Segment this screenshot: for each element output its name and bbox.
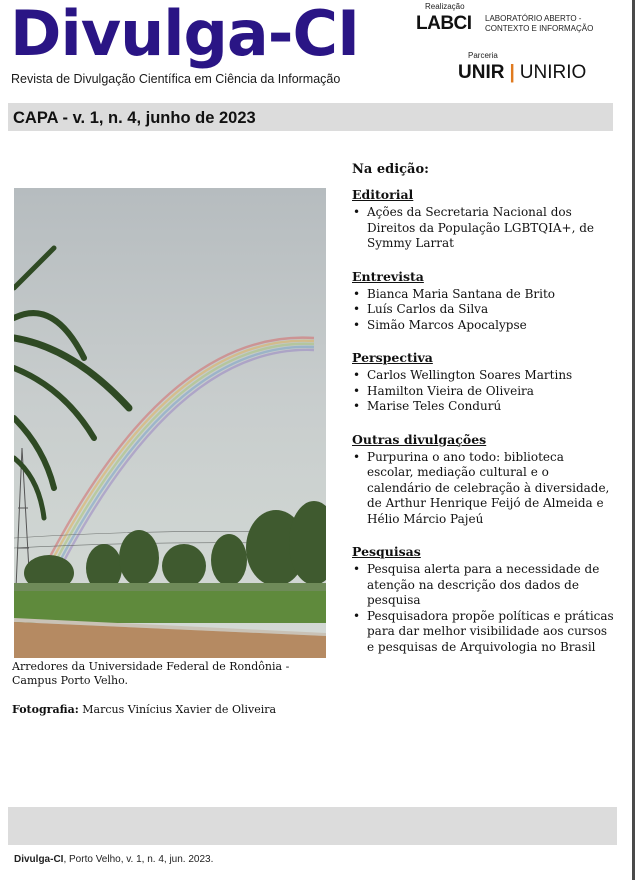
list-item: • Carlos Wellington Soares Martins <box>352 368 614 384</box>
journal-title: Divulga-CI <box>10 0 360 70</box>
footer-citation-text: , Porto Velho, v. 1, n. 4, jun. 2023. <box>63 854 214 865</box>
list-item: • Hamilton Vieira de Oliveira <box>352 384 614 400</box>
section-pesquisas <box>352 544 614 655</box>
section-title: Perspectiva <box>352 350 433 365</box>
table-of-contents <box>352 162 614 672</box>
labci-description <box>485 14 593 34</box>
footer-citation <box>14 854 213 865</box>
section-outras-divulgacoes <box>352 432 614 528</box>
labci-logo: LABCI <box>416 13 472 34</box>
cover-photo <box>14 188 326 658</box>
list-item: • Pesquisa alerta para a necessidade de atenção na descrição dos dados de pesquisa <box>352 562 614 609</box>
section-title: Outras divulgações <box>352 431 487 447</box>
section-editorial <box>352 187 614 252</box>
photo-caption: Arredores da Universidade Federal de Rondônia - Campus Porto Velho. <box>12 660 290 687</box>
list-item: • Purpurina o ano todo: biblioteca escolar, mediação cultural e o calendário de celebração à diversidade, de Arthur Henrique Feijó de Almeida e Hélio Márcio Pajeú <box>352 450 614 528</box>
section-title: Editorial <box>352 187 414 202</box>
labci-desc-line2: CONTEXTO E INFORMAÇÃO <box>485 24 594 33</box>
labci-desc-line1: LABORATÓRIO ABERTO - <box>485 14 582 23</box>
footer-journal-name: Divulga-CI <box>14 854 64 865</box>
list-item: • Bianca Maria Santana de Brito <box>352 287 614 303</box>
realizacao-label: Realização <box>425 2 465 11</box>
issue-bar <box>8 103 613 131</box>
unirio-logo: UNIRIO <box>519 62 587 83</box>
photo-credit-label: Fotografia: <box>12 703 79 716</box>
list-item: • Ações da Secretaria Nacional dos Direitos da População LGBTQIA+, de Symmy Larrat <box>352 205 614 252</box>
unir-logo: UNIR <box>458 62 505 83</box>
photo-credit <box>12 703 332 717</box>
partner-logos <box>458 62 586 84</box>
list-item: • Simão Marcos Apocalypse <box>352 318 614 334</box>
list-item: • Pesquisadora propõe políticas e práticas para dar melhor visibilidade aos cursos e pesquisas de Arquivologia no Brasil <box>352 609 614 656</box>
section-title: Pesquisas <box>352 544 421 559</box>
section-entrevista <box>352 269 614 334</box>
contents-heading: Na edição: <box>352 162 429 177</box>
list-item: • Marise Teles Condurú <box>352 399 614 415</box>
partner-separator: | <box>509 62 515 83</box>
photo-credit-name: Marcus Vinícius Xavier de Oliveira <box>82 703 277 716</box>
footer-bar <box>8 807 617 845</box>
section-perspectiva <box>352 350 614 415</box>
list-item: • Luís Carlos da Silva <box>352 302 614 318</box>
journal-subtitle: Revista de Divulgação Científica em Ciência da Informação <box>11 72 341 86</box>
section-title: Entrevista <box>352 268 424 284</box>
parceria-label: Parceria <box>468 51 498 60</box>
issue-label: CAPA - v. 1, n. 4, junho de 2023 <box>13 109 256 127</box>
